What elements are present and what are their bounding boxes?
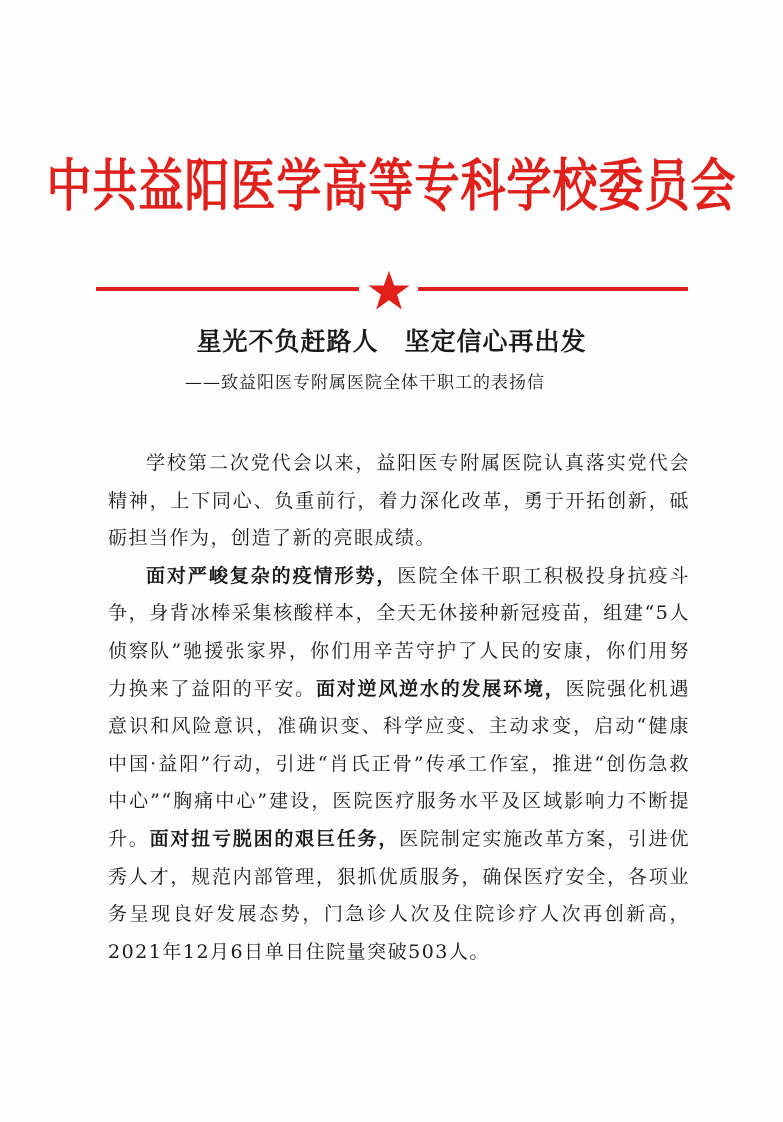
letter-subtitle: ——致益阳医专附属医院全体干职工的表扬信 — [185, 373, 545, 393]
letterhead-divider — [96, 270, 688, 310]
divider-line-right — [418, 287, 688, 291]
letter-title: 星光不负赶路人 坚定信心再出发 — [196, 327, 587, 356]
paragraph-intro: 学校第二次党代会以来，益阳医专附属医院认真落实党代会精神，上下同心、负重前行，着力深化改革，勇于开拓创新，砥砺担当作为，创造了新的亮眼成绩。 — [108, 452, 690, 550]
text-epidemic: 医院全体干职工积极投身抗疫斗争，身背冰棒采集核酸样本，全天无休接种新冠疫苗，组建“5人侦察队”驰援张家界，你们用辛苦守护了人民的安康，你们用努力换来了益阳的平安。 — [108, 564, 690, 700]
heading-development: 面对逆风逆水的发展环境， — [315, 677, 566, 700]
divider-line-left — [96, 287, 359, 291]
text-turnaround: 医院制定实施改革方案，引进优秀人才，规范内部管理，狠抓优质服务，确保医疗安全，各项业务呈现良好发展态势，门急诊人次及住院诊疗人次再创新高，2021年12月6日单日住院量突破503人。 — [108, 827, 690, 963]
heading-epidemic: 面对严峻复杂的疫情形势， — [146, 564, 398, 587]
text-development: 医院强化机遇意识和风险意识，准确识变、科学应变、主动求变，启动“健康中国·益阳”行动，引进“肖氏正骨”传承工作室，推进“创伤急救中心”“胸痛中心”建设，医院医疗服务水平及区域影响力不断提升。 — [108, 677, 690, 850]
letterhead-title: 中共益阳医学高等专科学校委员会 — [46, 152, 737, 219]
heading-turnaround: 面对扭亏脱困的艰巨任务， — [149, 827, 400, 850]
paragraph-achievements — [108, 558, 690, 972]
letter-body — [108, 445, 690, 971]
red-star-icon — [367, 270, 411, 312]
